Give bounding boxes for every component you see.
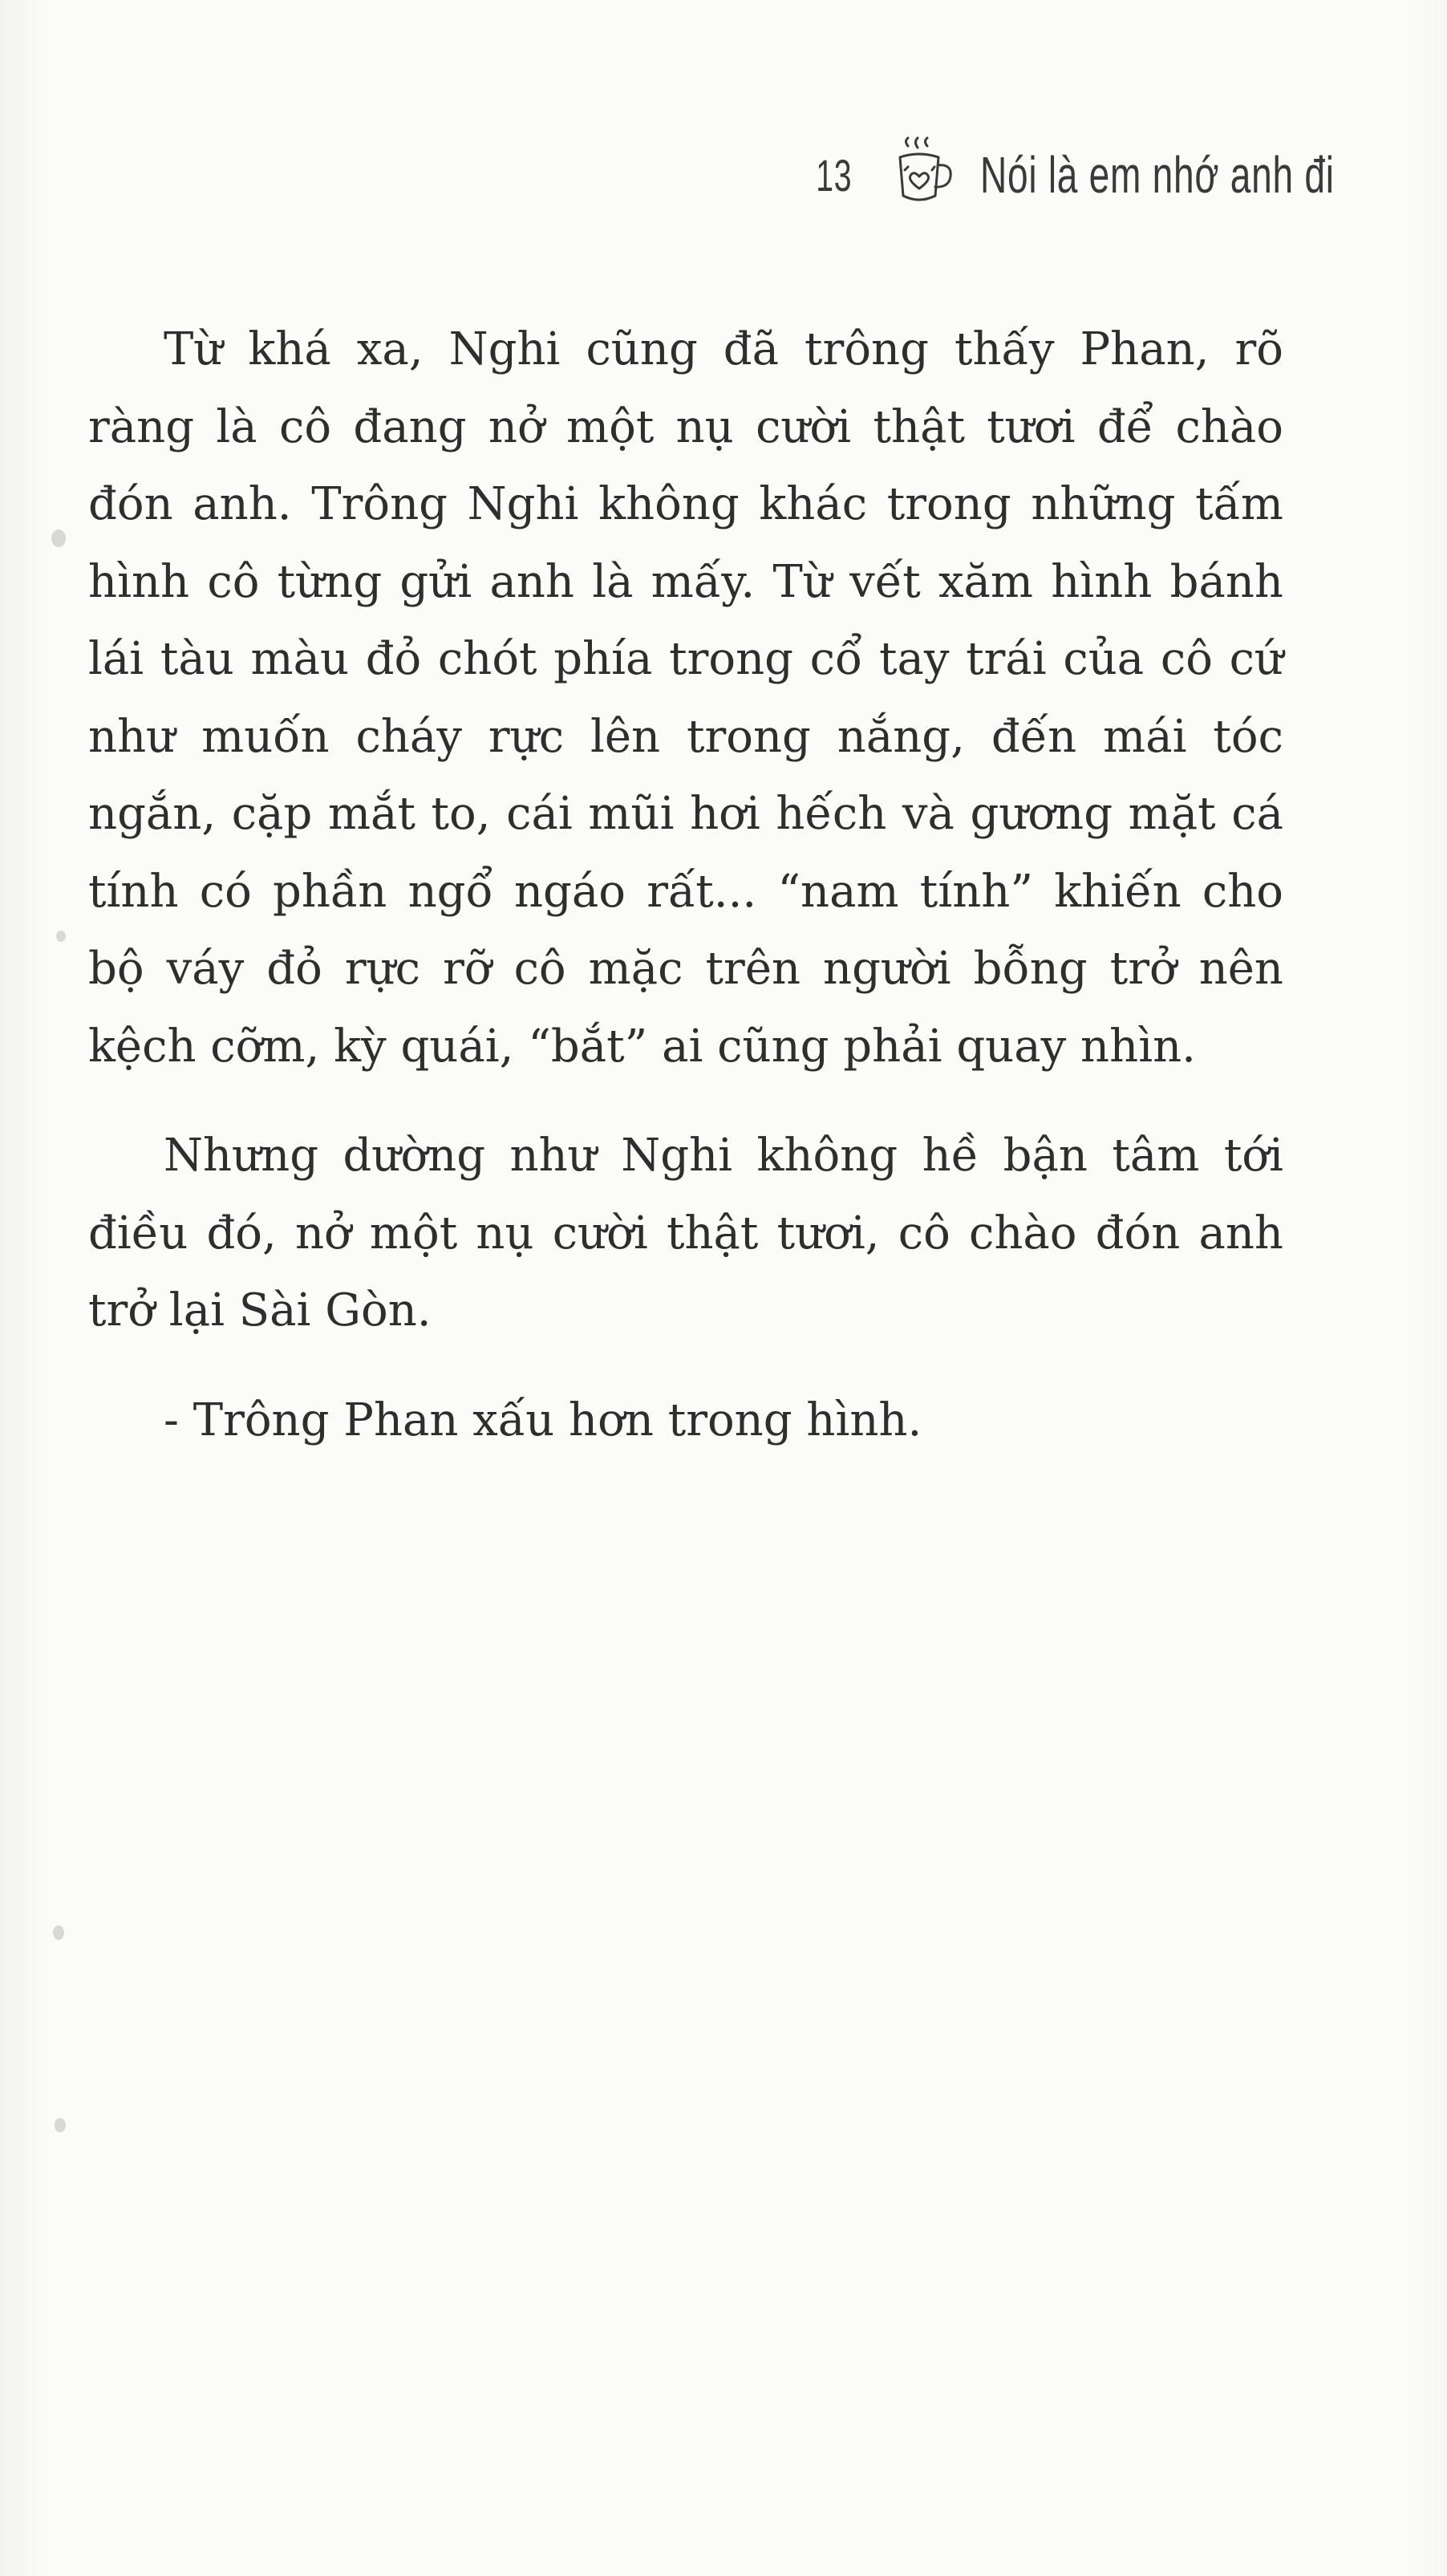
show-through-mark	[55, 2118, 66, 2132]
paragraph: - Trông Phan xấu hơn trong hình.	[164, 1393, 922, 1446]
body-text	[88, 311, 1283, 1459]
show-through-mark	[51, 529, 66, 547]
page-number: 13	[815, 149, 852, 201]
show-through-mark	[56, 931, 66, 942]
book-title: Nói là em nhớ anh đi	[980, 146, 1335, 204]
paragraph: Nhưng dường như Nghi không hề bận tâm tới điều đó, nở một nụ cười thật tươi, cô chào đón anh trở lại Sài Gòn.	[88, 1130, 1283, 1337]
coffee-mug-heart-icon	[884, 135, 964, 215]
show-through-mark	[53, 1925, 64, 1940]
running-header	[801, 135, 1413, 215]
paragraph: Từ khá xa, Nghi cũng đã trông thấy Phan, rõ ràng là cô đang nở một nụ cười thật tươi để chào đón anh. Trông Nghi không khác trong những tấm hình cô từng gửi anh là mấy. Từ vết xăm hình bánh lái tàu màu đỏ chót phía trong cổ tay trái của cô cứ như muốn cháy rực lên trong nắng, đến mái tóc ngắn, cặp mắt to, cái mũi hơi hếch và gương mặt cá tính có phần ngổ ngáo rất... “nam tính” khiến cho bộ váy đỏ rực rỡ cô mặc trên người bỗng trở nên kệch cỡm, kỳ quái, “bắt” ai cũng phải quay nhìn.	[88, 323, 1283, 1073]
